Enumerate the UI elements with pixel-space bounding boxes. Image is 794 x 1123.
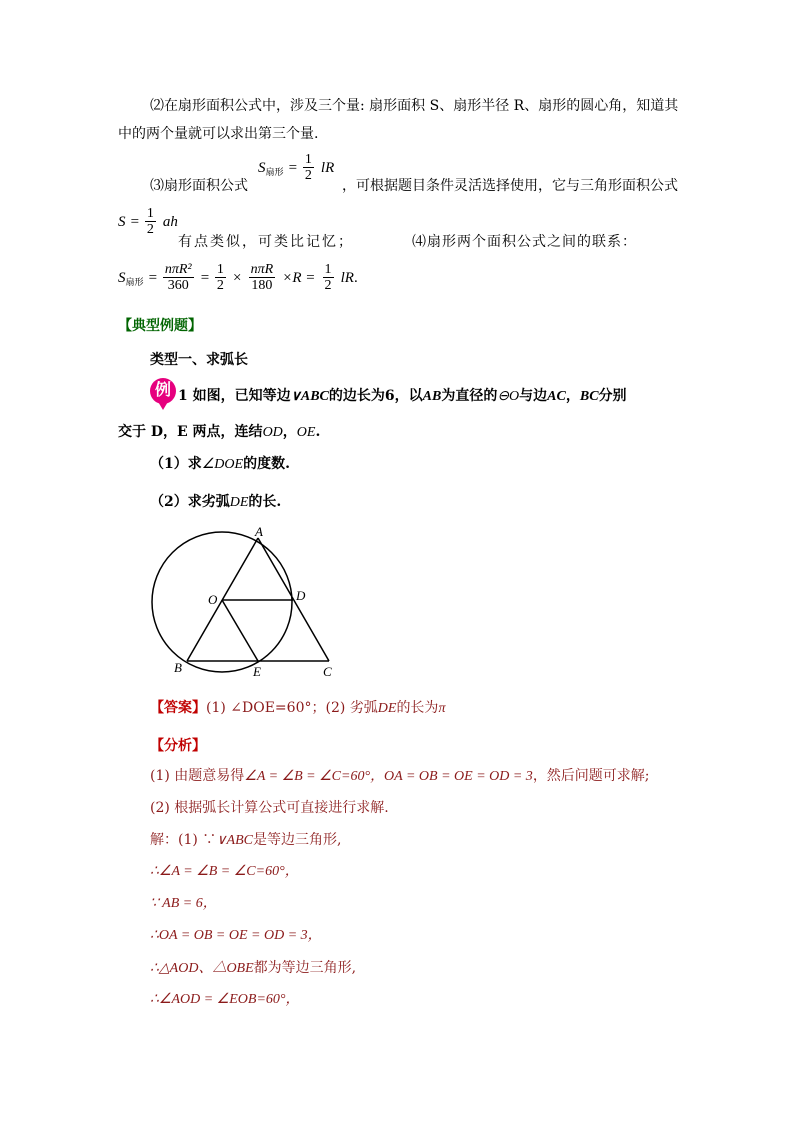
analysis-1: (1) 由题意易得∠A = ∠B = ∠C=60°，OA = OB = OE = OD = 3，然后问题可求解; (150, 768, 650, 784)
solution-6: ∴∠AOD = ∠EOB=60°， (150, 992, 300, 1007)
solution-5: ∴△AOD、△OBE都为等边三角形, (150, 960, 357, 976)
label-o: O (208, 592, 218, 607)
solution-3: ∵ AB = 6， (150, 896, 217, 911)
sector-area-formula: $S_{扇形}$ = $\frac{1}{2}$ lR (258, 152, 335, 183)
example-line1: 1 如图，已知等边∨ABC的边长为6，以AB为直径的⊖O与边AC，BC分别 (178, 388, 627, 404)
label-e: E (253, 664, 261, 679)
example-badge-tail (157, 400, 169, 410)
label-c: C (323, 664, 332, 679)
triangle-area-formula: S = $\frac{1}{2}$ ah (118, 206, 178, 237)
para2-line1: ⑵在扇形面积公式中，涉及三个量: 扇形面积 S、扇形半径 R、扇形的圆心角，知道其 (150, 98, 679, 114)
label-b: B (174, 660, 182, 675)
segment-oe (222, 600, 258, 661)
para4-label: ⑷扇形两个面积公式之间的联系： (412, 234, 637, 250)
solution-1: 解：(1) ∵∨ABC是等边三角形, (150, 832, 342, 848)
para3-suffix: ，可根据题目条件灵活选择使用，它与三角形面积公式 (342, 178, 678, 194)
example-badge: 例 (150, 378, 176, 404)
solution-2: ∴∠A = ∠B = ∠C=60°， (150, 864, 299, 879)
label-d: D (296, 588, 306, 603)
para2-line2: 中的两个量就可以求出第三个量. (118, 126, 319, 142)
section-title: 【典型例题】 (118, 318, 202, 334)
question-2: （2）求劣弧DE的长. (150, 494, 282, 510)
example-line2: 交于 D，E 两点，连结OD，OE. (118, 424, 321, 440)
para3-line2: 有点类似，可类比记忆； (178, 234, 354, 250)
question-1: （1）求∠DOE的度数. (150, 456, 290, 472)
label-a: A (255, 524, 263, 539)
sector-formula-relation: $S_{扇形}$ = $\frac{\text{nπR²}}{360}$ = $\frac{1}{2}$ × $\frac{\text{nπR}}{180}$ ×R = $\frac{1}{2}$ lR. (118, 262, 358, 293)
circle-o (152, 532, 292, 672)
type-title: 类型一、求弧长 (150, 352, 248, 368)
solution-4: ∴OA = OB = OE = OD = 3， (150, 928, 322, 943)
geometry-figure (140, 520, 340, 685)
para3-prefix: ⑶扇形面积公式 (150, 178, 248, 194)
answer: 【答案】(1) ∠DOE=60°；(2) 劣弧DE的长为π (150, 700, 446, 716)
analysis-label: 【分析】 (150, 738, 206, 754)
analysis-2: (2) 根据弧长计算公式可直接进行求解. (150, 800, 389, 816)
